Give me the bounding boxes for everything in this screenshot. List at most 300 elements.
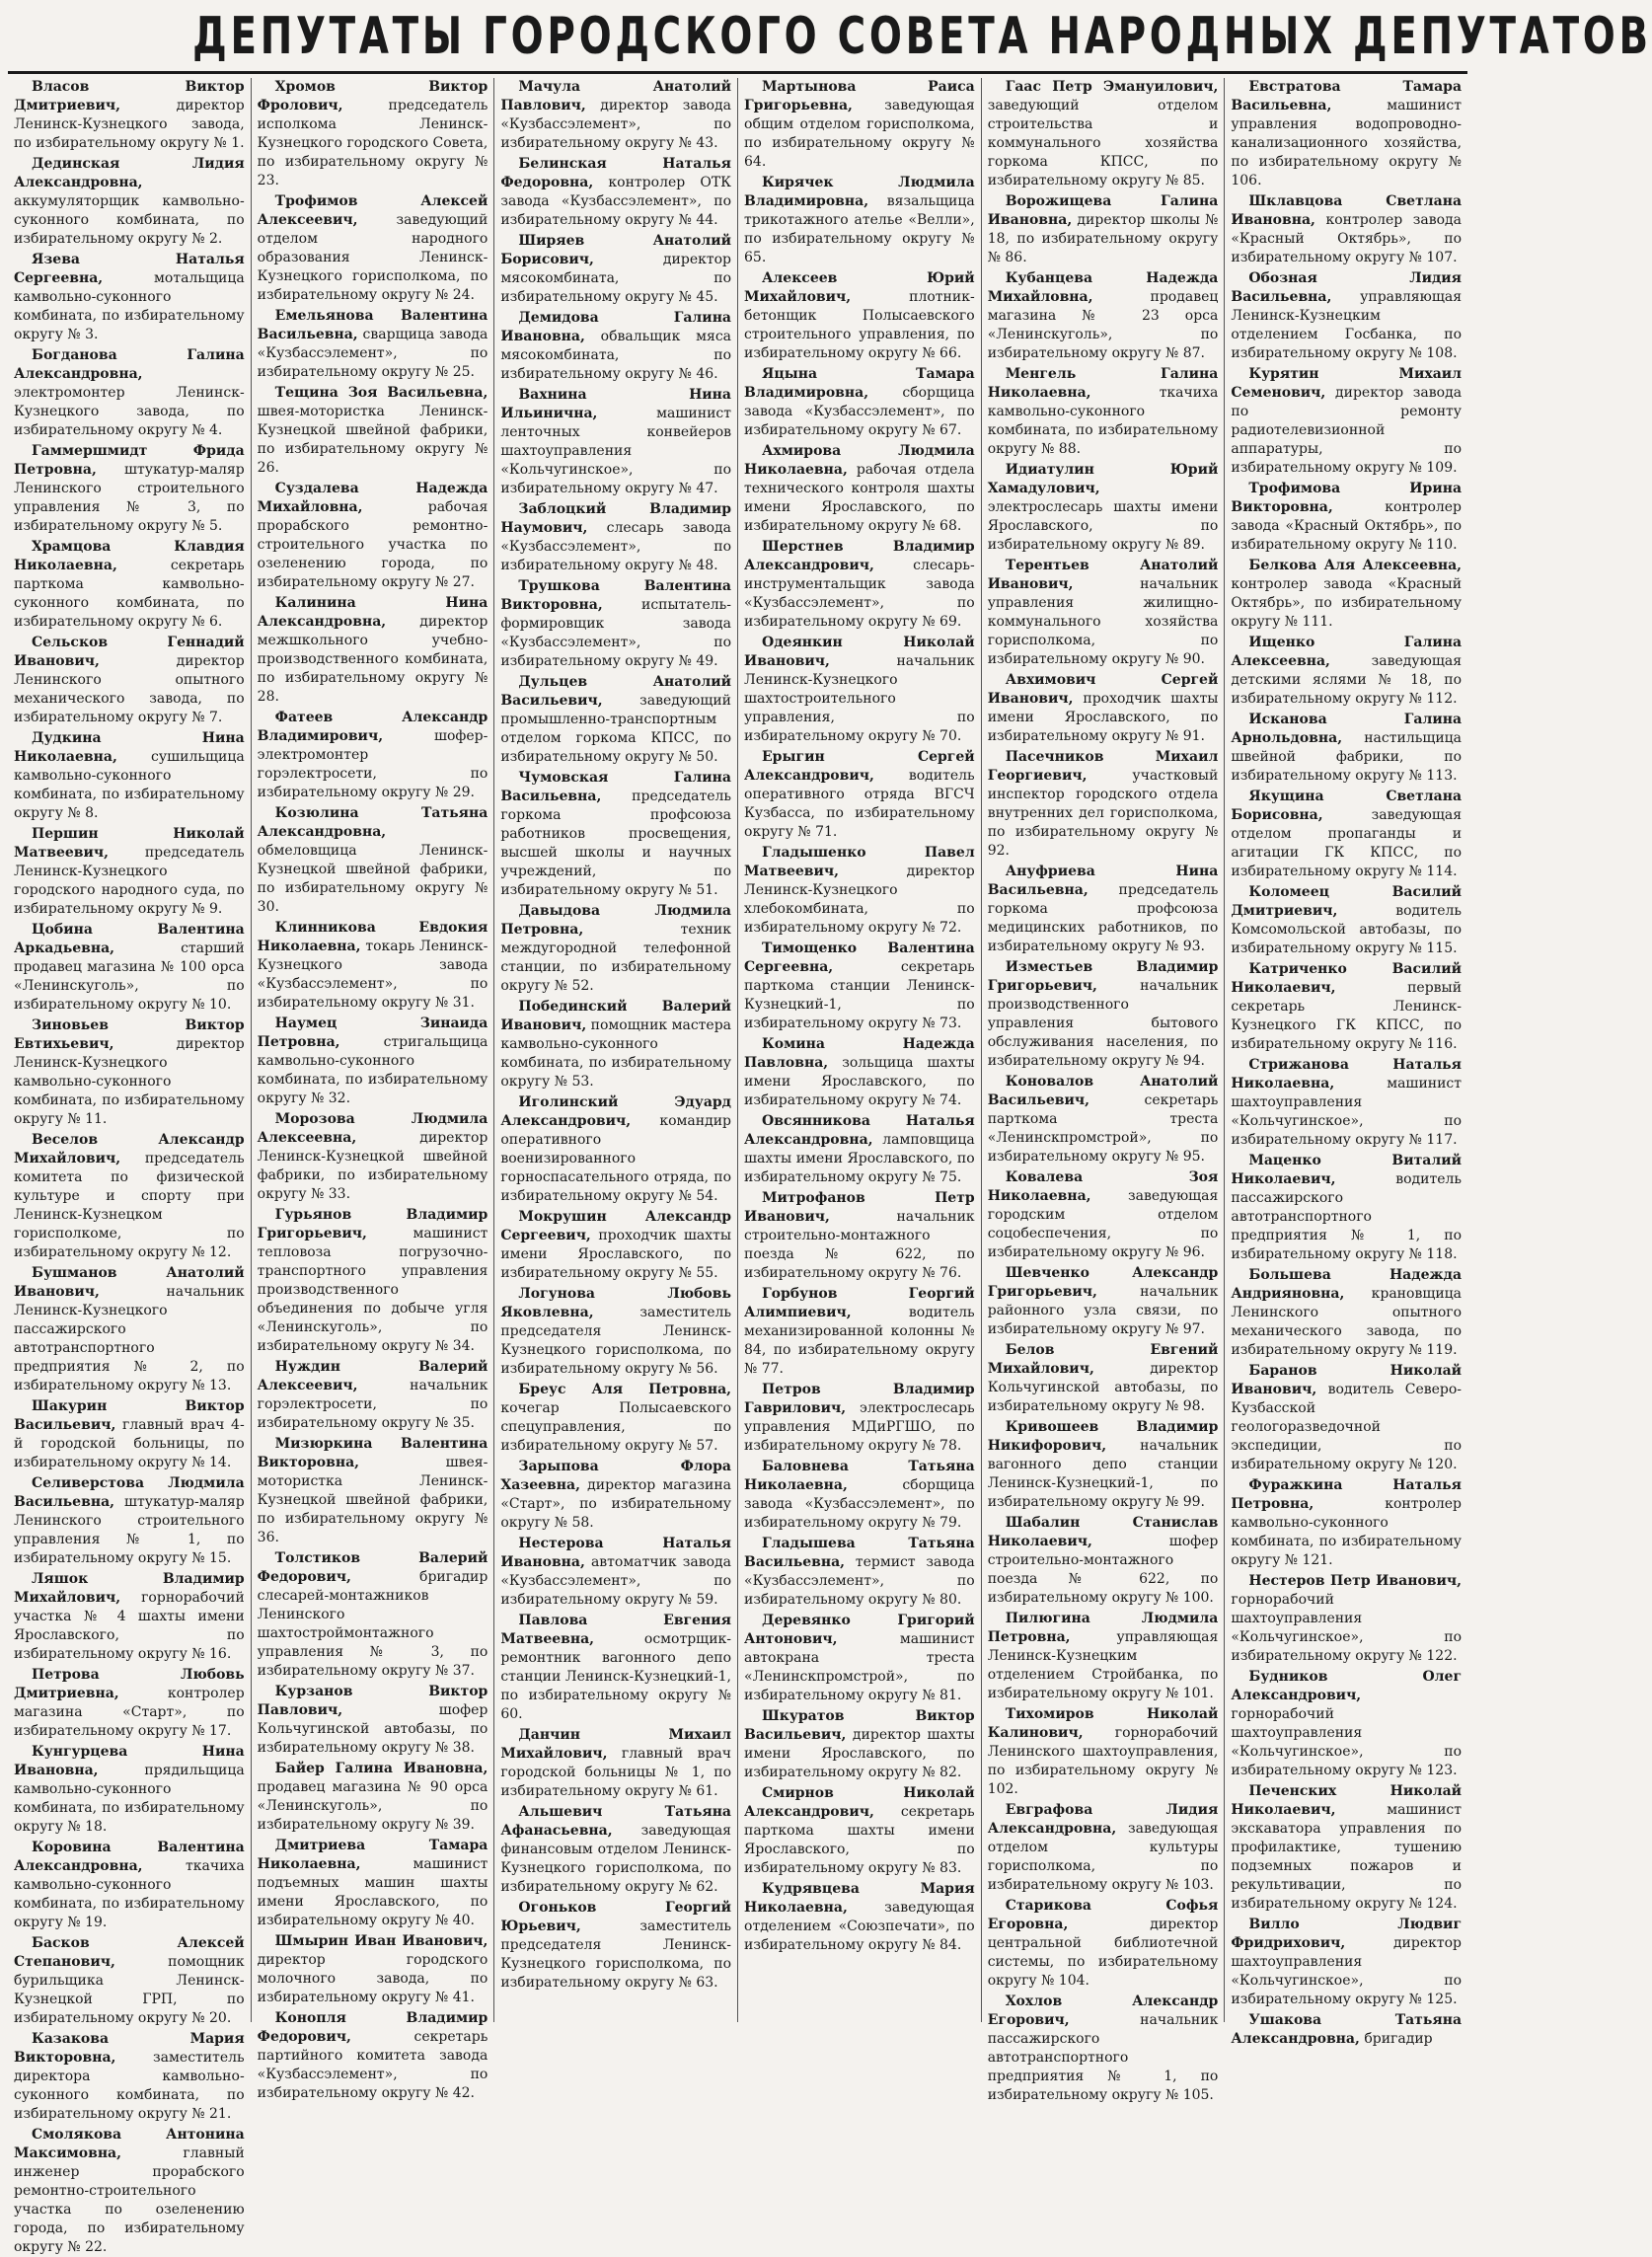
deputy-name: Петрова Любовь Дмитриевна, (14, 1667, 245, 1701)
deputy-name: Пасечников Михаил Георгиевич, (987, 749, 1219, 784)
deputy-name: Шакурин Виктор Васильевич, (14, 1398, 245, 1433)
deputy-entry (988, 1418, 1219, 1512)
deputy-name: Шабалин Станислав Николаевич, (987, 1515, 1219, 1549)
deputy-name: Цобина Валентина Аркадьевна, (14, 922, 245, 956)
deputy-name: Гаас Петр Эмануилович, (1005, 79, 1219, 95)
deputy-description: контролер ОТК завода «Кузбассэлемент», по избирательному округу № 44. (500, 175, 732, 228)
deputy-description: помощник мастера камвольно-суконного комбината, по избирательному округу № 53. (500, 1017, 732, 1090)
deputy-name: Толстиков Валерий Федорович, (257, 1550, 488, 1585)
deputy-entry (1231, 1572, 1462, 1666)
column-5 (982, 78, 1226, 2103)
deputy-entry (1231, 1476, 1462, 1570)
deputy-description: горнорабочий шахтоуправления «Кольчугинское», по избирательному округу № 123. (1231, 1706, 1463, 1778)
deputy-entry (744, 365, 975, 440)
deputy-entry (988, 1514, 1219, 1608)
deputy-description: контролер завода «Красный Октябрь», по избирательному округу № 111. (1231, 576, 1463, 630)
deputy-name: Кирячек Людмила Владимировна, (744, 175, 975, 209)
deputy-description: слесарь-инструментальщик завода «Кузбассэлемент», по избирательному округу № 69. (744, 558, 975, 630)
deputy-name: Емельянова Валентина Васильевна, (257, 308, 488, 342)
deputy-description: бригадир слесарей-монтажников Ленинского шахтостроймонтажного управления № 3, по избирательному округу № 37. (257, 1569, 488, 1679)
deputy-entry (258, 1435, 488, 1547)
deputy-entry (988, 958, 1219, 1071)
deputy-description: заведующая отделением «Союзпечати», по избирательному округу № 84. (744, 1900, 975, 1953)
deputy-description: шофер строительно-монтажного поезда № 622, по избирательному округу № 100. (987, 1534, 1219, 1606)
deputy-description: начальник управления жилищно-коммунального хозяйства горисполкома, по избирательному округу № 90. (987, 576, 1219, 667)
deputy-name: Комина Надежда Павловна, (744, 1036, 975, 1071)
deputy-name: Дмитриева Тамара Николаевна, (257, 1838, 488, 1872)
deputy-description: зольщица шахты имени Ярославского, по избирательному округу № 74. (744, 1055, 975, 1108)
deputy-description: швея-мотористка Ленинск-Кузнецкой швейной фабрики, по избирательному округу № 26. (257, 404, 488, 476)
deputy-entry (744, 748, 975, 842)
deputy-name: Коломеец Василий Дмитриевич, (1231, 884, 1463, 919)
deputy-entry (1231, 883, 1462, 958)
deputy-entry (744, 1535, 975, 1610)
deputy-description: начальник Ленинск-Кузнецкого пассажирского автотранспортного предприятия № 2, по избирательному округу № 13. (14, 1284, 245, 1393)
deputy-entry (258, 1760, 488, 1835)
deputy-description: стригальщица камвольно-суконного комбината, по избирательному округу № 32. (257, 1034, 488, 1106)
deputy-description: главный врач 4-й городской больницы, по избирательному округу № 14. (14, 1417, 245, 1470)
deputy-entry (988, 1073, 1219, 1166)
deputy-name: Морозова Людмила Алексеевна, (257, 1111, 488, 1146)
deputy-entry (1231, 269, 1462, 363)
deputy-entry (1231, 2011, 1462, 2049)
deputy-name: Кривошеев Владимир Никифорович, (987, 1419, 1219, 1454)
deputy-description: кочегар Полысаевского спецуправления, по избирательному округу № 57. (500, 1400, 732, 1454)
deputy-name: Бушманов Анатолий Иванович, (14, 1265, 245, 1300)
deputy-entry (258, 384, 488, 478)
deputy-description: заведующий отделом народного образования Ленинск-Кузнецкого горисполкома, по избирательному округу № 24. (257, 212, 488, 303)
deputy-name: Евстратова Тамара Васильевна, (1231, 79, 1463, 113)
deputy-description: слесарь завода «Кузбассэлемент», по избирательному округу № 48. (500, 520, 732, 573)
deputy-description: начальник производственного управления бытового обслуживания населения, по избирательному округу № 94. (987, 978, 1219, 1069)
deputy-name: Тимощенко Валентина Сергеевна, (744, 940, 975, 975)
deputy-name: Вахнина Нина Ильинична, (500, 387, 732, 421)
deputy-entry (258, 1932, 488, 2007)
deputy-description: прядильщица камвольно-суконного комбината, по избирательному округу № 18. (14, 1763, 245, 1835)
deputy-name: Фатеев Александр Владимирович, (257, 710, 488, 744)
deputy-name: Печенских Николай Николаевич, (1231, 1783, 1463, 1818)
deputy-name: Митрофанов Петр Иванович, (744, 1190, 975, 1225)
deputy-name: Ширяев Анатолий Борисович, (500, 233, 732, 267)
deputy-name: Ушакова Татьяна Александровна, (1231, 2012, 1463, 2047)
deputy-entry (14, 1474, 245, 1568)
deputy-entry (14, 155, 245, 249)
deputy-entry (258, 1015, 488, 1108)
deputy-name: Алексеев Юрий Михайлович, (744, 270, 975, 305)
deputy-entry (1231, 1668, 1462, 1780)
deputy-name: Изместьев Владимир Григорьевич, (987, 959, 1219, 994)
deputy-name: Давыдова Людмила Петровна, (500, 903, 732, 938)
deputy-name: Белов Евгений Михайлович, (987, 1342, 1219, 1377)
deputy-name: Гладышева Татьяна Васильевна, (744, 1536, 975, 1570)
deputy-entry (500, 902, 731, 996)
deputy-entry (1231, 1266, 1462, 1360)
deputy-name: Пилюгина Людмила Петровна, (987, 1611, 1219, 1645)
deputy-name: Чумовская Галина Васильевна, (500, 770, 732, 804)
deputy-entry (988, 1993, 1219, 2105)
deputy-description: ткачиха камвольно-суконного комбината, по избирательному округу № 19. (14, 1858, 245, 1930)
deputy-description: водитель оперативного отряда ВГСЧ Кузбасса, по избирательному округу № 71. (744, 768, 975, 840)
deputy-entry (500, 1208, 731, 1283)
deputy-description: директор Ленинского опытного механического завода, по избирательному округу № 7. (14, 653, 245, 725)
deputy-description: начальник вагонного депо станции Ленинск-Кузнецкий-1, по избирательному округу № 99. (987, 1438, 1219, 1510)
deputy-entry (744, 940, 975, 1033)
deputy-entry (258, 480, 488, 592)
deputy-name: Нестерова Наталья Ивановна, (500, 1536, 732, 1570)
deputy-description: машинист ленточных конвейеров шахтоуправления «Кольчугинское», по избирательному округу № 47. (500, 406, 732, 496)
deputy-name: Будников Олег Александрович, (1231, 1669, 1463, 1703)
deputy-entry (1231, 1362, 1462, 1474)
deputy-description: контролер магазина «Старт», по избирательному округу № 17. (14, 1686, 245, 1739)
deputy-name: Петров Владимир Гаврилович, (744, 1382, 975, 1416)
deputy-name: Кубанцева Надежда Михайловна, (987, 270, 1219, 305)
deputy-entry (258, 1206, 488, 1356)
deputy-description: участковый инспектор городского отдела внутренних дел горисполкома, по избирательному округу № 92. (987, 768, 1219, 859)
deputy-description: директор мясокомбината, по избирательному округу № 45. (500, 252, 732, 305)
deputy-description: обвальщик мяса мясокомбината, по избирательному округу № 46. (500, 329, 732, 382)
deputy-name: Овсянникова Наталья Александровна, (744, 1113, 975, 1148)
deputy-description: сборщица завода «Кузбассэлемент», по избирательному округу № 67. (744, 385, 975, 438)
deputy-entry (500, 500, 731, 575)
deputy-name: Суздалева Надежда Михайловна, (257, 481, 488, 515)
deputy-description: заведующая городским отделом соцобеспечения, по избирательному округу № 96. (987, 1188, 1219, 1260)
deputy-description: секретарь парткома шахты имени Ярославского, по избирательному округу № 83. (744, 1804, 975, 1876)
deputy-entry (14, 921, 245, 1015)
deputy-entry (258, 1837, 488, 1930)
deputy-name: Данчин Михаил Михайлович, (500, 1727, 732, 1762)
deputy-name: Шмырин Иван Иванович, (274, 1933, 488, 1949)
deputy-name: Калинина Нина Александровна, (257, 595, 488, 630)
deputy-name: Наумец Зинаида Петровна, (257, 1016, 488, 1050)
deputy-description: председатель горкома профсоюза медицинских работников, по избирательному округу № 93. (987, 882, 1219, 954)
deputy-name: Вилло Людвиг Фридрихович, (1231, 1917, 1463, 1951)
deputy-name: Мартынова Раиса Григорьевна, (744, 79, 975, 113)
deputy-description: секретарь парткома камвольно-суконного комбината, по избирательному округу № 6. (14, 558, 245, 630)
deputy-entry (988, 461, 1219, 555)
deputy-description: токарь Ленинск-Кузнецкого завода «Кузбассэлемент», по избирательному округу № 31. (257, 939, 488, 1011)
deputy-description: испытатель-формировщик завода «Кузбассэлемент», по избирательному округу № 49. (500, 597, 732, 669)
deputy-entry (258, 1358, 488, 1433)
deputy-name: Курятин Михаил Семенович, (1231, 366, 1463, 401)
deputy-entry (258, 594, 488, 707)
deputy-entry (988, 557, 1219, 669)
deputy-entry (500, 769, 731, 900)
column-1 (8, 78, 252, 2255)
deputy-entry (988, 1705, 1219, 1799)
deputy-name: Кунгурцева Нина Ивановна, (14, 1744, 245, 1778)
deputy-description: первый секретарь Ленинск-Кузнецкого ГК КПСС, по избирательному округу № 116. (1231, 980, 1463, 1052)
deputy-name: Деревянко Григорий Антонович, (744, 1613, 975, 1647)
deputy-description: швея-мотористка Ленинск-Кузнецкой швейной фабрики, по избирательному округу № 36. (257, 1455, 488, 1545)
deputy-description: сушильщица камвольно-суконного комбината, по избирательному округу № 8. (14, 749, 245, 821)
deputy-name: Шерстнев Владимир Александрович, (744, 539, 975, 573)
deputy-name: Смирнов Николай Александрович, (744, 1785, 975, 1820)
deputy-description: плотник-бетонщик Полысаевского строительного управления, по избирательному округу № 66. (744, 289, 975, 361)
deputy-description: проходчик шахты имени Ярославского, по избирательному округу № 91. (987, 691, 1219, 744)
deputy-description: машинист экскаватора управления по профилактике, тушению подземных пожаров и рекультивации, по избирательному округу № 124. (1231, 1802, 1463, 1912)
deputy-name: Храмцова Клавдия Николаевна, (14, 539, 245, 573)
deputy-name: Шевченко Александр Григорьевич, (987, 1265, 1219, 1300)
deputy-entry (988, 192, 1219, 267)
column-4 (738, 78, 982, 2022)
deputy-entry (1231, 1782, 1462, 1914)
deputy-entry (258, 307, 488, 382)
deputy-description: директор завода по ремонту радиотелевизионной аппаратуры, по избирательному округу № 109. (1231, 385, 1463, 476)
deputy-entry (744, 269, 975, 363)
column-3 (494, 78, 738, 2022)
deputy-entry (258, 1683, 488, 1758)
deputy-entry (988, 748, 1219, 861)
deputy-name: Курзанов Виктор Павлович, (257, 1684, 488, 1718)
deputy-description: начальник районного узла связи, по избирательному округу № 97. (987, 1284, 1219, 1337)
deputy-description: настильщица швейной фабрики, по избирательному округу № 113. (1231, 730, 1463, 784)
deputy-entry (14, 1016, 245, 1129)
deputy-name: Веселов Александр Михайлович, (14, 1132, 245, 1166)
deputy-entry (500, 309, 731, 384)
deputy-description: директор Кольчугинской автобазы, по избирательному округу № 98. (987, 1361, 1219, 1414)
deputy-name: Авхимович Сергей Иванович, (987, 672, 1219, 707)
deputy-entry (1231, 480, 1462, 555)
deputy-name: Трофимов Алексей Алексеевич, (257, 193, 488, 228)
deputy-entry (1231, 1152, 1462, 1264)
deputy-description: директор Ленинск-Кузнецкого камвольно-суконного комбината, по избирательному округу № 11. (14, 1036, 245, 1127)
deputy-description: контролер завода «Красный Октябрь», по избирательному округу № 107. (1231, 212, 1463, 265)
headline-rule (8, 71, 1467, 74)
deputy-entry (1231, 960, 1462, 1054)
deputy-name: Казакова Мария Викторовна, (14, 2031, 245, 2066)
deputy-name: Гурьянов Владимир Григорьевич, (257, 1207, 488, 1241)
deputy-description: водитель Комсомольской автобазы, по избирательному округу № 115. (1231, 903, 1463, 956)
deputy-entry (988, 671, 1219, 746)
deputy-entry (258, 709, 488, 802)
deputy-name: Дульцев Анатолий Васильевич, (500, 674, 732, 709)
deputy-entry (744, 634, 975, 746)
deputy-description: директор шахтоуправления «Кольчугинское», по избирательному округу № 125. (1231, 1935, 1463, 2007)
deputy-name: Ляшок Владимир Михайлович, (14, 1571, 245, 1606)
deputy-entry (500, 1285, 731, 1379)
deputy-entry (744, 538, 975, 632)
deputy-name: Ворожищева Галина Ивановна, (987, 193, 1219, 228)
deputy-name: Гладышенко Павел Матвеевич, (744, 845, 975, 879)
deputy-name: Горбунов Георгий Алимпиевич, (744, 1286, 975, 1320)
deputy-description: заведующая детскими яслями № 18, по избирательному округу № 112. (1231, 653, 1463, 707)
deputy-name: Козюлина Татьяна Александровна, (257, 805, 488, 840)
deputy-name: Баранов Николай Иванович, (1231, 1363, 1463, 1397)
deputy-description: командир оперативного военизированного горноспасательного отряда, по избирательному округу № 54. (500, 1113, 732, 1204)
deputy-name: Павлова Евгения Матвеевна, (500, 1613, 732, 1647)
deputy-description: машинист подъемных машин шахты имени Ярославского, по избирательному округу № 40. (257, 1856, 488, 1928)
deputy-description: техник междугородной телефонной станции, по избирательному округу № 52. (500, 922, 732, 994)
deputy-name: Селиверстова Людмила Васильевна, (14, 1475, 245, 1510)
deputy-entry (744, 1189, 975, 1283)
deputy-description: продавец магазина № 90 орса «Ленинскуголь», по избирательному округу № 39. (257, 1779, 488, 1833)
deputy-entry (14, 825, 245, 919)
deputy-entry (14, 1570, 245, 1664)
deputy-description: водитель Северо-Кузбасской геологоразведочной экспедиции, по избирательному округу № 120. (1231, 1382, 1463, 1472)
deputy-entry (258, 2009, 488, 2103)
deputy-name: Конопля Владимир Федорович, (257, 2010, 488, 2045)
deputy-description: главный врач городской больницы № 1, по избирательному округу № 61. (500, 1746, 732, 1799)
deputy-entry (258, 192, 488, 305)
deputy-entry (14, 1397, 245, 1472)
deputy-entry (14, 1131, 245, 1262)
deputy-entry (258, 804, 488, 917)
deputy-name: Заблоцкий Владимир Наумович, (500, 501, 732, 536)
deputy-description: председатель исполкома Ленинск-Кузнецкого городского Совета, по избирательному округу № 23. (257, 98, 488, 188)
deputy-entry (744, 1458, 975, 1533)
deputy-entry (1231, 365, 1462, 478)
deputy-entry (1231, 192, 1462, 267)
deputy-name: Идиатулин Юрий Хамадулович, (987, 462, 1219, 496)
deputy-name: Терентьев Анатолий Иванович, (987, 558, 1219, 592)
deputy-name: Шклавцова Светлана Ивановна, (1231, 193, 1463, 228)
deputy-description: бригадир (1364, 2031, 1433, 2047)
deputy-name: Белинская Наталья Федоровна, (500, 156, 732, 190)
deputy-description: электрослесарь шахты имени Ярославского, по избирательному округу № 89. (987, 499, 1219, 553)
deputy-entry (1231, 1056, 1462, 1150)
deputy-name: Власов Виктор Дмитриевич, (14, 79, 245, 113)
deputy-name: Дединская Лидия Александровна, (14, 156, 245, 190)
deputy-entry (744, 1880, 975, 1955)
deputy-name: Катриченко Василий Николаевич, (1231, 961, 1463, 996)
deputy-name: Басков Алексей Степанович, (14, 1935, 245, 1970)
deputy-name: Ищенко Галина Алексеевна, (1231, 635, 1463, 669)
deputy-description: заведующий отделом строительства и коммунального хозяйства горкома КПСС, по избирательному округу № 85. (987, 98, 1219, 188)
deputy-description: секретарь парткома станции Ленинск-Кузнецкий-1, по избирательному округу № 73. (744, 959, 975, 1031)
deputy-description: начальник горэлектросети, по избирательному округу № 35. (257, 1378, 488, 1431)
deputy-description: заместитель председателя Ленинск-Кузнецкого горисполкома, по избирательному округу № 56. (500, 1305, 732, 1377)
deputy-name: Фуражкина Наталья Петровна, (1231, 1477, 1463, 1512)
page-headline: ДЕПУТАТЫ ГОРОДСКОГО СОВЕТА НАРОДНЫХ ДЕПУТАТОВ (192, 7, 1652, 66)
deputy-name: Тихомиров Николай Калинович, (987, 1706, 1219, 1741)
deputy-entry (14, 78, 245, 153)
deputy-entry (988, 1341, 1219, 1416)
deputy-entry (14, 729, 245, 823)
deputy-description: директор городского молочного завода, по избирательному округу № 41. (257, 1952, 488, 2005)
deputy-description: заведующая отделом культуры горисполкома, по избирательному округу № 103. (987, 1821, 1219, 1893)
deputy-entry (500, 1535, 731, 1610)
deputy-description: осмотрщик-ремонтник вагонного депо станции Ленинск-Кузнецкий-1, по избирательному округу № 60. (500, 1631, 732, 1722)
deputy-description: аккумуляторщик камвольно-суконного комбината, по избирательному округу № 2. (14, 193, 245, 247)
deputy-description: электромонтер Ленинск-Кузнецкого завода, по избирательному округу № 4. (14, 385, 245, 438)
deputy-description: директор шахты имени Ярославского, по избирательному округу № 82. (744, 1727, 975, 1780)
deputy-description: председатель комитета по физической культуре и спорту при Ленинск-Кузнецком горисполкоме, по избирательному округу № 12. (14, 1151, 245, 1260)
deputy-description: электрослесарь управления МДиРГШО, по избирательному округу № 78. (744, 1400, 975, 1454)
deputy-entry (14, 346, 245, 440)
deputy-name: Коновалов Анатолий Васильевич, (987, 1074, 1219, 1108)
deputy-entry (14, 1743, 245, 1837)
deputy-entry (988, 78, 1219, 190)
deputy-entry (744, 1784, 975, 1878)
deputy-description: водитель пассажирского автотранспортного предприятия № 1, по избирательному округу № 118. (1231, 1171, 1463, 1262)
deputy-entry (1231, 788, 1462, 881)
deputy-name: Демидова Галина Ивановна, (500, 310, 732, 344)
deputy-name: Побединский Валерий Иванович, (500, 999, 732, 1033)
deputy-description: машинист управления водопроводно-канализационного хозяйства, по избирательному округу № 106. (1231, 98, 1463, 188)
deputy-name: Богданова Галина Александровна, (14, 347, 245, 382)
deputy-description: штукатур-маляр Ленинского строительного управления № 1, по избирательному округу № 15. (14, 1494, 245, 1566)
deputy-name: Стрижанова Наталья Николаевна, (1231, 1057, 1463, 1091)
deputy-entry (988, 1897, 1219, 1991)
deputy-name: Коровина Валентина Александровна, (14, 1840, 245, 1874)
deputy-name: Обозная Лидия Васильевна, (1231, 270, 1463, 305)
deputy-description: председатель горкома профсоюза работников просвещения, высшей школы и научных учреждений, по избирательному округу № 51. (500, 789, 732, 898)
deputy-description: начальник пассажирского автотранспортного предприятия № 1, по избирательному округу № 105. (987, 2012, 1219, 2103)
deputy-entry (500, 1899, 731, 1993)
deputy-name: Трушкова Валентина Викторовна, (500, 578, 732, 613)
deputy-entry (1231, 711, 1462, 786)
deputy-name: Клинникова Евдокия Николаевна, (257, 920, 488, 954)
deputy-description: директор межшкольного учебно-производственного комбината, по избирательному округу № 28. (257, 614, 488, 705)
deputy-name: Альшевич Татьяна Афанасьевна, (500, 1804, 732, 1839)
deputy-entry (500, 1726, 731, 1801)
deputy-name: Трофимова Ирина Викторовна, (1231, 481, 1463, 515)
deputy-description: секретарь парткома треста «Ленинскпромстрой», по избирательному округу № 95. (987, 1092, 1219, 1165)
deputy-entry (1231, 557, 1462, 632)
deputy-description: главный инженер прорабского ремонтно-строительного участка по озеленению города, по избирательному округу № 22. (14, 2145, 245, 2255)
deputy-description: председатель Ленинск-Кузнецкого городского народного суда, по избирательному округу № 9. (14, 845, 245, 917)
deputy-description: контролер камвольно-суконного комбината, по избирательному округу № 121. (1231, 1496, 1463, 1568)
deputy-name: Шкуратов Виктор Васильевич, (744, 1708, 975, 1743)
deputy-entry (744, 174, 975, 267)
deputy-entry (500, 1093, 731, 1206)
deputy-entry (14, 2030, 245, 2124)
deputy-name: Хохлов Александр Егорович, (987, 1994, 1219, 2028)
deputy-description: вязальщица трикотажного ателье «Велли», по избирательному округу № 65. (744, 193, 975, 265)
deputy-name: Яцына Тамара Владимировна, (744, 366, 975, 401)
deputy-entry (500, 386, 731, 498)
deputy-description: секретарь партийного комитета завода «Кузбассэлемент», по избирательному округу № 42. (257, 2029, 488, 2101)
deputy-entry (744, 1112, 975, 1187)
deputy-name: Зиновьев Виктор Евтихьевич, (14, 1017, 245, 1052)
deputy-name: Ковалева Зоя Николаевна, (987, 1169, 1219, 1204)
deputy-entry (500, 78, 731, 153)
deputy-description: директор Ленинск-Кузнецкой швейной фабрики, по избирательному округу № 33. (257, 1130, 488, 1202)
deputy-name: Язева Наталья Сергеевна, (14, 252, 245, 286)
deputy-description: управляющая Ленинск-Кузнецким отделением Госбанка, по избирательному округу № 108. (1231, 289, 1463, 361)
deputy-name: Першин Николай Матвеевич, (14, 826, 245, 861)
deputy-description: директор центральной библиотечной системы, по избирательному округу № 104. (987, 1917, 1219, 1989)
deputy-entry (988, 1264, 1219, 1339)
column-6 (1225, 78, 1467, 2047)
deputy-entry (744, 844, 975, 938)
deputy-entry (14, 1264, 245, 1395)
deputy-entry (988, 1168, 1219, 1262)
deputy-name: Ахмирова Людмила Николаевна, (744, 443, 975, 478)
deputy-name: Большева Надежда Андрияновна, (1231, 1267, 1463, 1302)
deputy-entry (14, 1934, 245, 2028)
deputy-description: старший продавец магазина № 100 орса «Ленинскуголь», по избирательному округу № 10. (14, 940, 245, 1013)
deputy-name: Ануфриева Нина Васильевна, (987, 864, 1219, 898)
deputy-description: рабочая прорабского ремонтно-строительного участка по озеленению города, по избирательному округу № 27. (257, 499, 488, 590)
deputy-entry (258, 78, 488, 190)
deputy-description: обмеловщица Ленинск-Кузнецкой швейной фабрики, по избирательному округу № 30. (257, 843, 488, 915)
deputy-entry (988, 1610, 1219, 1703)
deputy-name: Евграфова Лидия Александровна, (987, 1802, 1219, 1837)
deputy-description: продавец магазина № 23 орса «Ленинскуголь», по избирательному округу № 87. (987, 289, 1219, 361)
deputy-entry (14, 251, 245, 344)
deputy-name: Якущина Светлана Борисовна, (1231, 789, 1463, 823)
deputy-name: Огоньков Георгий Юрьевич, (500, 1900, 732, 1934)
deputy-entry (988, 365, 1219, 459)
deputy-entry (988, 1801, 1219, 1895)
deputy-name: Исканова Галина Арнольдовна, (1231, 712, 1463, 746)
deputy-entry (500, 1458, 731, 1533)
deputy-entry (500, 577, 731, 671)
deputy-entry (500, 232, 731, 307)
deputy-description: директор Ленинск-Кузнецкого хлебокомбината, по избирательному округу № 72. (744, 864, 975, 936)
deputy-name: Сельсков Геннадий Иванович, (14, 635, 245, 669)
